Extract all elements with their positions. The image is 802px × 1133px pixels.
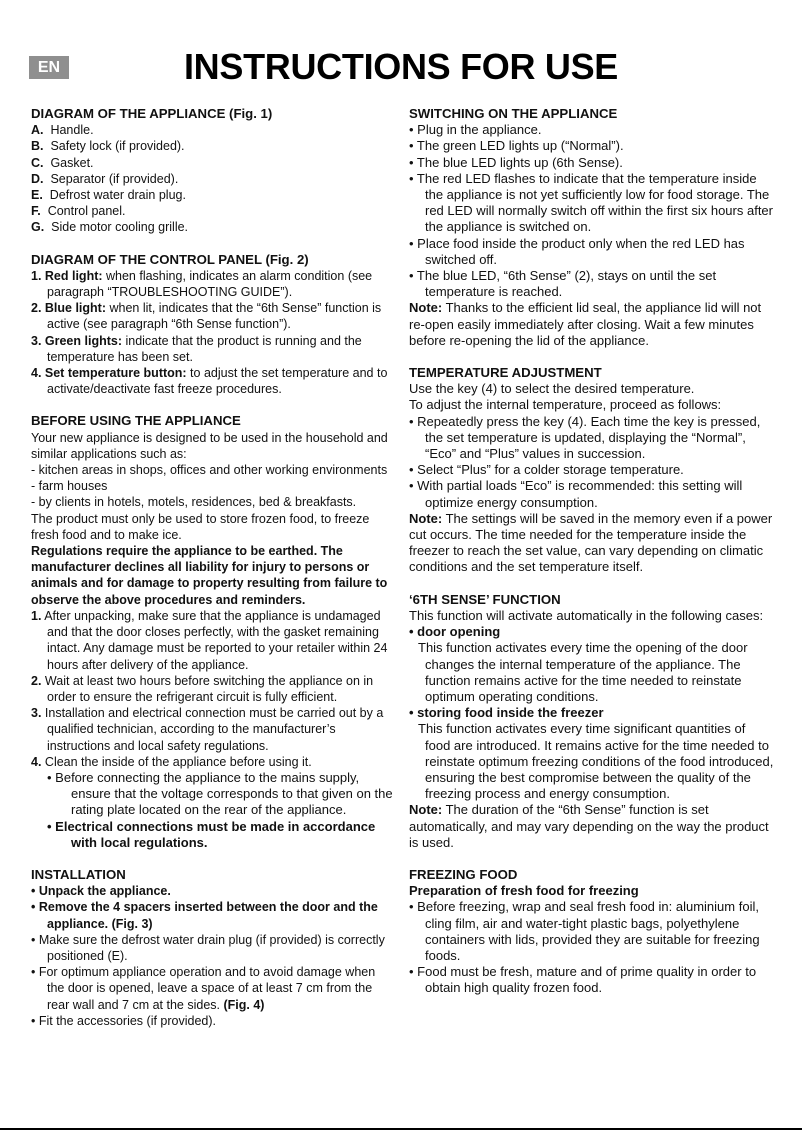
list-item: 2. Wait at least two hours before switching the appliance on in order to ensure the refrigerant circuit is fully efficient. bbox=[31, 673, 374, 704]
temperature-heading: TEMPERATURE ADJUSTMENT bbox=[409, 365, 602, 381]
body-text: To adjust the internal temperature, proceed as follows: bbox=[409, 397, 722, 413]
page-title: INSTRUCTIONS FOR USE bbox=[183, 46, 619, 87]
list-item: 4. Set temperature button: to adjust the set temperature and to activate/deactivate fast freeze procedures. bbox=[31, 366, 388, 397]
list-item: • Repeatedly press the key (4). Each time the key is pressed, the set temperature is updated, displaying the “Normal”, “Eco” and “Plus” values in succession. bbox=[409, 413, 761, 462]
language-badge: EN bbox=[29, 56, 69, 79]
freezing-food-heading: FREEZING FOOD bbox=[409, 866, 518, 882]
body-text: Use the key (4) to select the desired temperature. bbox=[409, 381, 695, 397]
list-item: 1. Red light: when flashing, indicates an alarm condition (see paragraph “TROUBLESHOOTING GUIDE”). bbox=[31, 268, 373, 300]
list-item: • door opening bbox=[409, 624, 501, 640]
earthing-warning: Regulations require the appliance to be earthed. The manufacturer declines all liability for injury to persons or animals and for damage to property resulting from failure to observe the above procedures and reminders. bbox=[31, 544, 388, 607]
list-item: • The blue LED lights up (6th Sense). bbox=[409, 154, 623, 170]
list-item: G. Side motor cooling grille. bbox=[31, 220, 189, 235]
left-column bbox=[31, 106, 394, 1029]
bottom-rule bbox=[0, 1128, 802, 1130]
note-text: Note: The duration of the “6th Sense” function is set automatically, and may vary depending on the way the product is used. bbox=[409, 802, 769, 850]
list-item: F. Control panel. bbox=[31, 204, 126, 219]
purpose-text: The product must only be used to store frozen food, to freeze fresh food and to make ice. bbox=[31, 511, 370, 542]
body-text: This function activates every time the opening of the door changes the internal temperature of the appliance. The function remains active for the time needed to reinstate optimum operating conditions. bbox=[418, 640, 748, 704]
switching-on-heading: SWITCHING ON THE APPLIANCE bbox=[409, 106, 618, 121]
list-item: • Plug in the appliance. bbox=[409, 122, 542, 138]
control-panel-heading: DIAGRAM OF THE CONTROL PANEL (Fig. 2) bbox=[31, 251, 309, 267]
list-item: • Electrical connections must be made in accordance with local regulations. bbox=[47, 818, 376, 850]
list-item: • Make sure the defrost water drain plug (if provided) is correctly positioned (E). bbox=[31, 932, 385, 963]
body-text: This function will activate automatically in the following cases: bbox=[409, 607, 764, 623]
list-item: • Remove the 4 spacers inserted between the door and the appliance. (Fig. 3) bbox=[31, 900, 378, 931]
list-item: • Before freezing, wrap and seal fresh food in: aluminium foil, cling film, air and water-tight plastic bags, polyethylene containers with lids, provided they are suitable for freezing foods. bbox=[409, 899, 760, 963]
list-item: • storing food inside the freezer bbox=[409, 705, 604, 721]
list-item: - farm houses bbox=[31, 479, 108, 494]
list-item: D. Separator (if provided). bbox=[31, 171, 179, 186]
list-item: • For optimum appliance operation and to avoid damage when the door is opened, leave a space of at least 7 cm from the rear wall and 7 cm at the sides. (Fig. 4) bbox=[31, 965, 376, 1012]
list-item: • The red LED flashes to indicate that the temperature inside the appliance is not yet sufficiently low for food storage. The red LED will normally switch off within the first six hours after the appliance is switched on. bbox=[409, 170, 773, 235]
list-item: • Unpack the appliance. bbox=[31, 884, 171, 899]
list-item: B. Safety lock (if provided). bbox=[31, 139, 185, 154]
before-using-heading: BEFORE USING THE APPLIANCE bbox=[31, 413, 241, 429]
body-text: This function activates every time significant quantities of food are introduced. It remains active for the time needed to reinstate optimum freezing conditions of the food introduced, ensuring the best compromise between the quality of the freezing process and energy consumption. bbox=[418, 721, 774, 802]
list-item: • Food must be fresh, mature and of prime quality in order to obtain high quality frozen food. bbox=[409, 964, 757, 996]
sixth-sense-heading: ‘6TH SENSE’ FUNCTION bbox=[409, 591, 561, 607]
list-item: 2. Blue light: when lit, indicates that the “6th Sense” function is active (see paragraph “6th Sense function”). bbox=[31, 301, 382, 332]
note-text: Note: Thanks to the efficient lid seal, the appliance lid will not re-open easily immediately after closing. Wait a few minutes before re-opening the lid of the appliance. bbox=[409, 300, 762, 348]
note-text: Note: The settings will be saved in the memory even if a power cut occurs. The time needed for the temperature inside the freezer to reach the set value, can vary depending on climatic conditions and the set temperature itself. bbox=[409, 510, 773, 575]
right-column bbox=[409, 106, 774, 997]
diagram-heading: DIAGRAM OF THE APPLIANCE (Fig. 1) bbox=[31, 106, 273, 121]
list-item: • With partial loads “Eco” is recommended: this setting will optimize energy consumption. bbox=[409, 478, 743, 510]
list-item: C. Gasket. bbox=[31, 155, 94, 170]
list-item: 4. Clean the inside of the appliance before using it. bbox=[31, 754, 312, 769]
list-item: • Fit the accessories (if provided). bbox=[31, 1013, 216, 1028]
list-item: 3. Installation and electrical connection must be carried out by a qualified technician, according to the manufacturer’s instructions and local safety regulations. bbox=[31, 706, 384, 753]
list-item: • The green LED lights up (“Normal”). bbox=[409, 138, 624, 154]
list-item: • Place food inside the product only when the red LED has switched off. bbox=[409, 235, 745, 267]
list-item: - by clients in hotels, motels, residences, bed & breakfasts. bbox=[31, 495, 357, 510]
list-item: A. Handle. bbox=[31, 123, 94, 138]
list-item: • The blue LED, “6th Sense” (2), stays on until the set temperature is reached. bbox=[409, 268, 717, 300]
list-item: 3. Green lights: indicate that the product is running and the temperature has been set. bbox=[31, 333, 362, 364]
list-item: 1. After unpacking, make sure that the appliance is undamaged and that the door closes perfectly, with the gasket remaining intact. Any damage must be reported to your retailer within 24 hours after delivery of the appliance. bbox=[31, 608, 388, 672]
list-item: E. Defrost water drain plug. bbox=[31, 188, 186, 203]
intro-text: Your new appliance is designed to be used in the household and similar applications such as: bbox=[31, 430, 388, 461]
list-item: • Select “Plus” for a colder storage temperature. bbox=[409, 462, 684, 478]
freezing-subheading: Preparation of fresh food for freezing bbox=[409, 883, 639, 899]
list-item: - kitchen areas in shops, offices and other working environments bbox=[31, 463, 388, 478]
list-item: • Before connecting the appliance to the mains supply, ensure that the voltage corresponds to that given on the rating plate located on the rear of the appliance. bbox=[47, 769, 393, 818]
installation-heading: INSTALLATION bbox=[31, 866, 126, 882]
appliance-parts-list bbox=[31, 122, 394, 235]
